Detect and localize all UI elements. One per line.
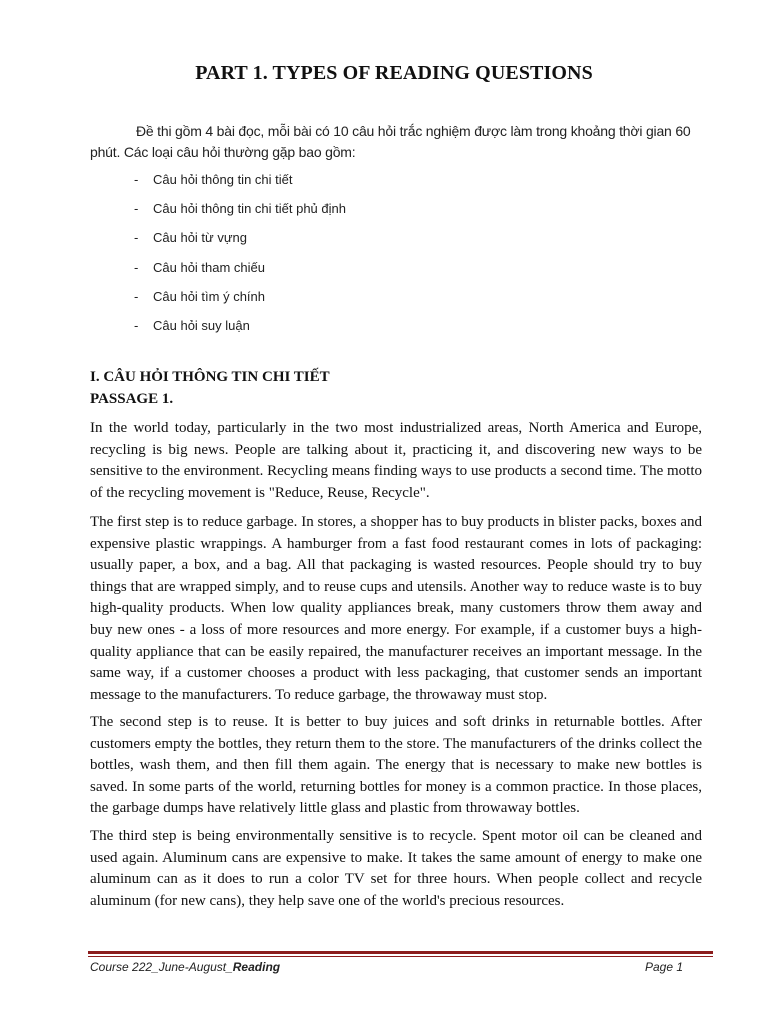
footer-rule-thin (88, 956, 713, 957)
footer-course: Course 222_June-August_Reading (90, 960, 281, 974)
list-dash: - (134, 317, 139, 333)
passage-paragraph-4: The third step is being environmentally sensitive is to recycle. Spent motor oil can be cleaned and used again. Aluminum cans are expensive to make. It takes the same amount of energy to make one aluminum can as it does to run a color TV set for three hours. When people collect and recycle aluminum (for new cans), they help save one of the world's precious resources. (90, 828, 702, 909)
passage-paragraph-2: The first step is to reduce garbage. In stores, a shopper has to buy products in blister packs, boxes and expensive plastic wrappings. A hamburger from a fast food restaurant comes in lots of packaging: usually paper, a box, and a bag. All that packaging is wasted resources. People should try to buy things that are wrapped simply, and to reuse cups and utensils. Another way to reduce waste is to buy high-quality products. When low quality appliances break, many customers throw them away and buy new ones - a loss of more resources and more energy. For example, if a customer buys a high-quality appliance that can be easily repaired, the manufacturer receives an important message. In the same way, if a customer chooses a product with less packaging, that customer sends an important message to the manufacturers. To reduce garbage, the throwaway must stop. (90, 514, 702, 703)
page-title: PART 1. TYPES OF READING QUESTIONS (195, 62, 593, 84)
footer-page-number: Page 1 (645, 960, 684, 974)
list-item: - Câu hỏi tham chiếu (134, 258, 346, 287)
list-dash: - (134, 259, 139, 275)
list-dash: - (134, 172, 139, 187)
list-item: - Câu hỏi suy luận (134, 316, 346, 345)
list-item: - Câu hỏi từ vựng (134, 228, 346, 257)
intro-paragraph: Đề thi gồm 4 bài đọc, mỗi bài có 10 câu hỏi trắc nghiệm được làm trong khoảng thời gian 60 phút. Các loại câu hỏi thường gặp bao gồm: (90, 123, 691, 160)
footer-rule (88, 951, 713, 954)
list-item: - Câu hỏi tìm ý chính (134, 287, 346, 316)
passage-paragraph-3: The second step is to reuse. It is better to buy juices and soft drinks in returnable bottles. After customers empty the bottles, they return them to the store. The manufacturers of the drinks collect the bottles, wash them, and then fill them again. The energy that is necessary to make new bottles is saved. In some parts of the world, returning bottles for money is a common practice. In those places, the garbage dumps have relatively little glass and plastic from throwaway bottles. (90, 714, 702, 817)
list-item: - Câu hỏi thông tin chi tiết (134, 170, 346, 199)
section-heading: I. CÂU HỎI THÔNG TIN CHI TIẾT (90, 369, 330, 385)
list-dash: - (134, 288, 139, 304)
list-item: - Câu hỏi thông tin chi tiết phủ định (134, 199, 346, 228)
question-type-list (134, 170, 346, 345)
passage-label: PASSAGE 1. (90, 391, 174, 407)
list-dash: - (134, 201, 139, 217)
list-dash: - (134, 230, 139, 246)
footer-subject: Reading (232, 960, 281, 974)
passage-paragraph-1: In the world today, particularly in the two most industrialized areas, North America and Europe, recycling is big news. People are talking about it, practicing it, and discovering new ways to be sensitive to the environment. Recycling means finding ways to use products a second time. The motto of the recycling movement is "Reduce, Reuse, Recycle". (90, 420, 702, 501)
